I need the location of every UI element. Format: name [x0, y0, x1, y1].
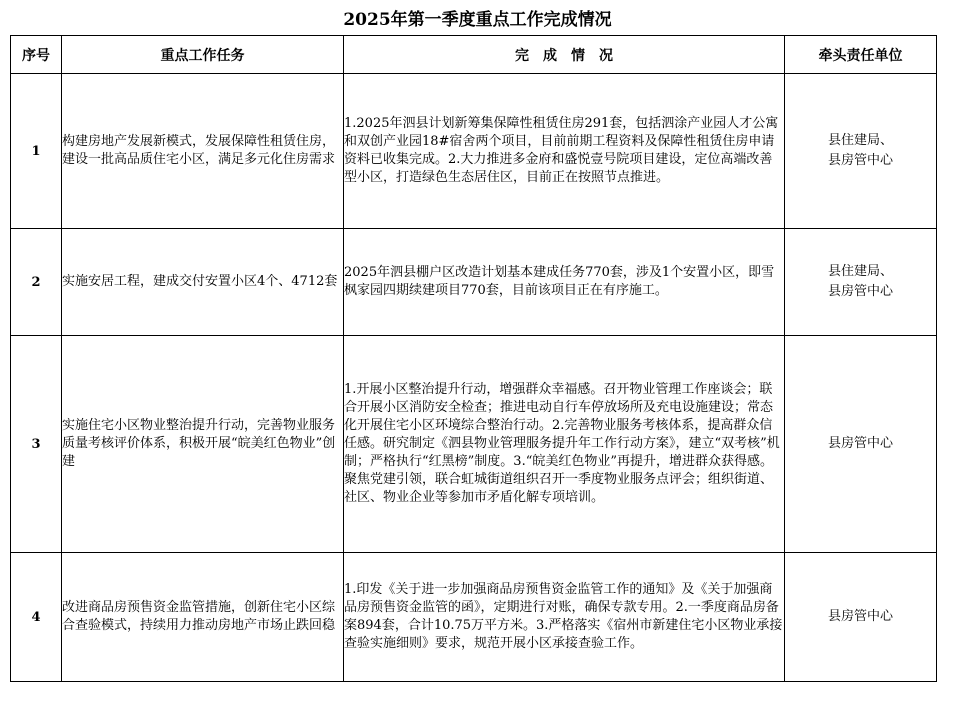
table-row: [11, 336, 937, 553]
header-task: 重点工作任务: [62, 36, 344, 74]
completion-status: 1.开展小区整治提升行动，增强群众幸福感。召开物业管理工作座谈会；联合开展小区消防安全检查；推进电动自行车停放场所及充电设施建设；常态化开展住宅小区环境综合整治行动。2.完善物业服务考核体系，提高群众信任感。研究制定《泗县物业管理服务提升年工作行动方案》，建立“双考核”机制；严格执行“红黑榜”制度。3.“皖美红色物业”再提升，增进群众获得感。聚焦党建引领，联合虹城街道组织召开一季度物业服务点评会；组织街道、社区、物业企业等参加市矛盾化解专项培训。: [344, 336, 785, 553]
table-row: [11, 229, 937, 336]
completion-status: 2025年泗县棚户区改造计划基本建成任务770套，涉及1个安置小区，即雪枫家园四期续建项目770套，目前该项目正在有序施工。: [344, 229, 785, 336]
row-number: 4: [11, 553, 62, 682]
responsible-unit-line: 县房管中心: [827, 609, 893, 624]
completion-status: 1.印发《关于进一步加强商品房预售资金监管工作的通知》及《关于加强商品房预售资金监管的函》，定期进行对账，确保专款专用。2.一季度商品房备案894套，合计10.75万平方米。3.严格落实《宿州市新建住宅小区物业承接查验实施细则》要求，规范开展小区承接查验工作。: [344, 553, 785, 682]
row-number: 1: [11, 74, 62, 229]
responsible-unit-line: 县住建局、: [827, 133, 893, 148]
responsible-unit: [785, 553, 937, 682]
task-description: 实施安居工程，建成交付安置小区4个、4712套: [62, 229, 344, 336]
table-row: [11, 553, 937, 682]
responsible-unit-line: 县房管中心: [827, 284, 893, 299]
responsible-unit-line: 县住建局、: [827, 264, 893, 279]
table-row: [11, 74, 937, 229]
task-description: 构建房地产发展新模式，发展保障性租赁住房，建设一批高品质住宅小区，满足多元化住房需求: [62, 74, 344, 229]
responsible-unit: [785, 336, 937, 553]
row-number: 2: [11, 229, 62, 336]
header-no: 序号: [11, 36, 62, 74]
responsible-unit-line: 县房管中心: [827, 436, 893, 451]
completion-status: 1.2025年泗县计划新筹集保障性租赁住房291套，包括泗涂产业园人才公寓和双创产业园18#宿舍两个项目，目前前期工程资料及保障性租赁住房申请资料已收集完成。2.大力推进多金府和盛悦壹号院项目建设，定位高端改善型小区，打造绿色生态居住区，目前正在按照节点推进。: [344, 74, 785, 229]
header-status: 完 成 情 况: [344, 36, 785, 74]
header-unit: 牵头责任单位: [785, 36, 937, 74]
task-description: 改进商品房预售资金监管措施，创新住宅小区综合查验模式，持续用力推动房地产市场止跌回稳: [62, 553, 344, 682]
responsible-unit: [785, 229, 937, 336]
page-title: 2025年第一季度重点工作完成情况: [343, 10, 612, 30]
row-number: 3: [11, 336, 62, 553]
responsible-unit: [785, 74, 937, 229]
table-header-row: [11, 36, 937, 74]
work-completion-table: [10, 35, 937, 682]
responsible-unit-line: 县房管中心: [827, 153, 893, 168]
task-description: 实施住宅小区物业整治提升行动，完善物业服务质量考核评价体系，积极开展“皖美红色物业”创建: [62, 336, 344, 553]
